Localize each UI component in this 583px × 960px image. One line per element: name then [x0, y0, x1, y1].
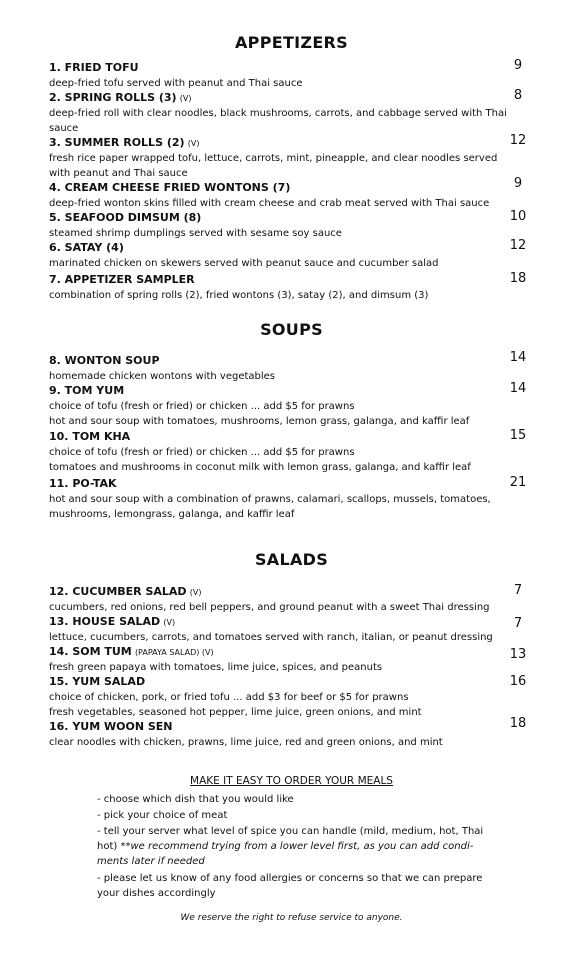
item-description: cucumbers, red onions, red bell peppers, and ground peanut with a sweet Thai dressing — [49, 602, 490, 613]
item-description: mushrooms, lemongrass, galanga, and kaffir leaf — [49, 509, 295, 520]
item-description: choice of tofu (fresh or fried) or chicken ... add $5 for prawns — [49, 447, 355, 458]
item-name: 13. HOUSE SALAD — [49, 615, 161, 628]
item-price: 7 — [513, 583, 523, 598]
menu-item-spring-rolls — [49, 90, 507, 136]
item-description: deep-fried wonton skins filled with cream cheese and crab meat served with Thai sauce — [49, 198, 490, 209]
reservation-notice: We reserve the right to refuse service to anyone. — [180, 913, 403, 923]
menu-item-house-salad — [49, 614, 493, 645]
menu-item-tom-kha — [49, 429, 471, 475]
item-name: 1. FRIED TOFU — [49, 61, 139, 74]
ordering-instructions-title: MAKE IT EASY TO ORDER YOUR MEALS — [190, 775, 393, 787]
item-description: homemade chicken wontons with vegetables — [49, 371, 276, 382]
menu-item-som-tum — [49, 644, 382, 675]
menu-item-fried-tofu — [49, 60, 303, 91]
item-price: 13 — [509, 647, 527, 662]
papaya-salad-tag: (PAPAYA SALAD) (V) — [134, 648, 214, 657]
instruction-italic-text: we recommend trying from a lower level first, as you can add condi- — [130, 841, 474, 852]
item-price: 10 — [509, 209, 527, 224]
instruction-line: - choose which dish that you would like — [97, 794, 294, 805]
item-name: 2. SPRING ROLLS (3) — [49, 91, 177, 104]
vegetarian-tag: (V) — [163, 618, 176, 627]
item-price: 9 — [513, 58, 523, 73]
item-name: 6. SATAY (4) — [49, 241, 124, 254]
item-description: steamed shrimp dumplings served with sesame soy sauce — [49, 228, 342, 239]
item-price: 14 — [509, 350, 527, 365]
item-description: fresh green papaya with tomatoes, lime juice, spices, and peanuts — [49, 662, 383, 673]
item-price: 7 — [513, 616, 523, 631]
item-description: fresh vegetables, seasoned hot pepper, lime juice, green onions, and mint — [49, 707, 422, 718]
menu-item-yum-woon-sen — [49, 719, 443, 750]
item-description: combination of spring rolls (2), fried wontons (3), satay (2), and dimsum (3) — [49, 290, 429, 301]
item-name: 4. CREAM CHEESE FRIED WONTONS (7) — [49, 181, 291, 194]
item-description: deep-fried roll with clear noodles, black mushrooms, carrots, and cabbage served with Thai — [49, 108, 507, 119]
item-description: clear noodles with chicken, prawns, lime juice, red and green onions, and mint — [49, 737, 443, 748]
menu-item-appetizer-sampler — [49, 272, 428, 303]
vegetarian-tag: (V) — [189, 588, 202, 597]
item-description: hot and sour soup with tomatoes, mushrooms, lemon grass, galanga, and kaffir leaf — [49, 416, 470, 427]
soups-heading: SOUPS — [260, 320, 323, 339]
item-name: 14. SOM TUM — [49, 645, 132, 658]
item-description: sauce — [49, 123, 79, 134]
instruction-italic-text: ments later if needed — [97, 856, 205, 867]
menu-item-yum-salad — [49, 674, 422, 720]
item-price: 8 — [513, 88, 523, 103]
item-price: 21 — [509, 475, 527, 490]
vegetarian-tag: (V) — [179, 94, 192, 103]
item-description: lettuce, cucumbers, carrots, and tomatoes served with ranch, italian, or peanut dressing — [49, 632, 493, 643]
item-name: 5. SEAFOOD DIMSUM (8) — [49, 211, 202, 224]
menu-item-po-tak — [49, 476, 491, 522]
item-name: 7. APPETIZER SAMPLER — [49, 273, 195, 286]
menu-item-seafood-dimsum — [49, 210, 342, 241]
item-description: tomatoes and mushrooms in coconut milk with lemon grass, galanga, and kaffir leaf — [49, 462, 471, 473]
item-description: choice of tofu (fresh or fried) or chicken ... add $5 for prawns — [49, 401, 355, 412]
instruction-line: - pick your choice of meat — [97, 810, 228, 821]
item-price: 18 — [509, 271, 527, 286]
instruction-line — [97, 854, 205, 869]
item-price: 18 — [509, 716, 527, 731]
item-name: 9. TOM YUM — [49, 384, 125, 397]
item-price: 15 — [509, 428, 527, 443]
instruction-line: - tell your server what level of spice you can handle (mild, medium, hot, Thai — [97, 826, 484, 837]
item-price: 14 — [509, 381, 527, 396]
salads-heading: SALADS — [254, 550, 329, 569]
item-description: hot and sour soup with a combination of prawns, calamari, scallops, mussels, tomatoes, — [49, 494, 491, 505]
item-name: 15. YUM SALAD — [49, 675, 146, 688]
instruction-text: hot) ** — [97, 841, 131, 852]
item-description: fresh rice paper wrapped tofu, lettuce, carrots, mint, pineapple, and clear noodles served — [49, 153, 498, 164]
menu-item-satay — [49, 240, 438, 271]
item-description: deep-fried tofu served with peanut and Thai sauce — [49, 78, 303, 89]
vegetarian-tag: (V) — [187, 139, 200, 148]
item-description: with peanut and Thai sauce — [49, 168, 188, 179]
item-description: marinated chicken on skewers served with peanut sauce and cucumber salad — [49, 258, 439, 269]
instruction-line: your dishes accordingly — [97, 888, 216, 899]
menu-item-tom-yum — [49, 383, 469, 429]
menu-item-cream-cheese-wontons — [49, 180, 489, 211]
menu-item-wonton-soup — [49, 353, 275, 384]
item-price: 12 — [509, 133, 527, 148]
instruction-line — [97, 839, 473, 854]
item-price: 16 — [509, 674, 527, 689]
item-price: 12 — [509, 238, 527, 253]
item-name: 10. TOM KHA — [49, 430, 131, 443]
item-name: 16. YUM WOON SEN — [49, 720, 173, 733]
menu-item-summer-rolls — [49, 135, 497, 181]
instruction-line: - please let us know of any food allergies or concerns so that we can prepare — [97, 873, 483, 884]
item-name: 12. CUCUMBER SALAD — [49, 585, 187, 598]
menu-item-cucumber-salad — [49, 584, 490, 615]
item-price: 9 — [513, 176, 523, 191]
item-name: 11. PO-TAK — [49, 477, 117, 490]
item-description: choice of chicken, pork, or fried tofu ... add $3 for beef or $5 for prawns — [49, 692, 409, 703]
item-name: 8. WONTON SOUP — [49, 354, 160, 367]
appetizers-heading: APPETIZERS — [234, 33, 348, 52]
item-name: 3. SUMMER ROLLS (2) — [49, 136, 185, 149]
